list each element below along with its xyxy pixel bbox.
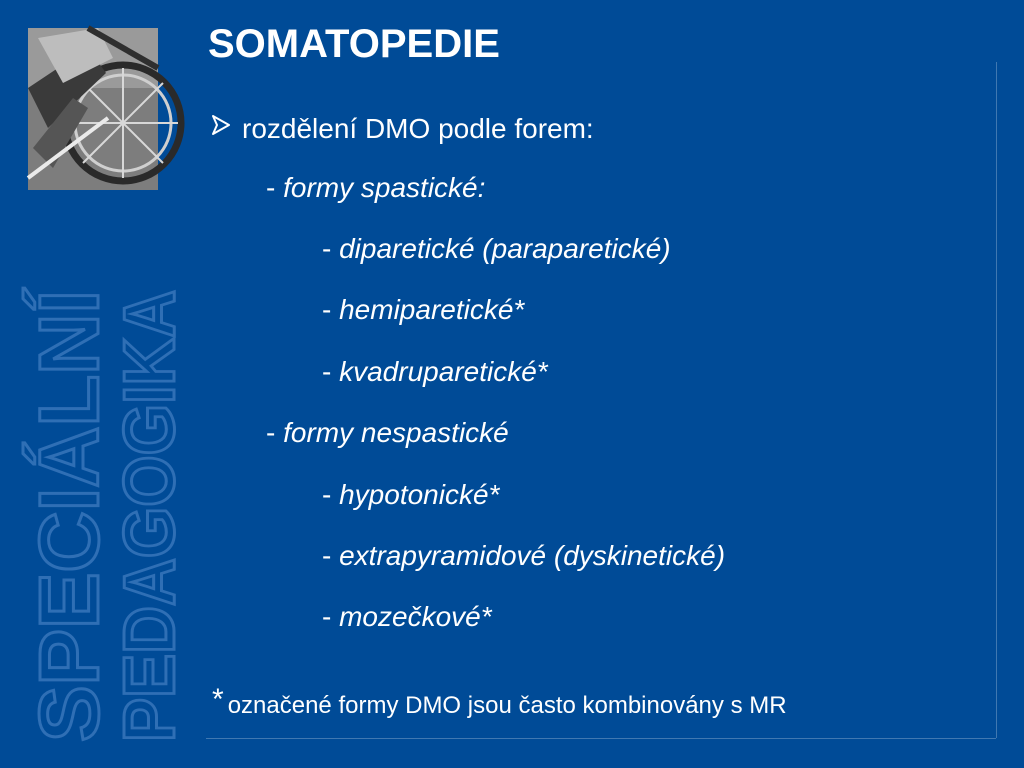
footnote-text: označené formy DMO jsou často kombinovány s MR <box>227 692 787 719</box>
list-item: - kvadruparetické* <box>322 356 548 387</box>
footnote <box>212 683 787 720</box>
bullet-text: rozdělení DMO podle forem: <box>242 113 594 144</box>
list-item: - formy spastické: <box>266 172 486 203</box>
frame-line-bottom <box>206 738 996 739</box>
list-item: - mozečkové* <box>322 601 492 632</box>
bullet-item <box>210 113 594 145</box>
list-item: - diparetické (paraparetické) <box>322 233 671 264</box>
slide-title: SOMATOPEDIE <box>208 22 500 66</box>
list-item: - formy nespastické <box>266 417 509 448</box>
list-item: - extrapyramidové (dyskinetické) <box>322 540 726 571</box>
brand-line-1: SPECIÁLNÍ <box>22 293 116 742</box>
footnote-star: * <box>212 683 224 716</box>
frame-line-right <box>996 62 997 738</box>
brand-vertical-text <box>20 249 190 745</box>
list-item: - hypotonické* <box>322 479 500 510</box>
brand-line-2: PEDAGOGIKA <box>110 249 190 742</box>
wheelchair-photo <box>28 28 158 190</box>
arrow-bullet-icon <box>210 114 242 143</box>
list-item: - hemiparetické* <box>322 294 525 325</box>
